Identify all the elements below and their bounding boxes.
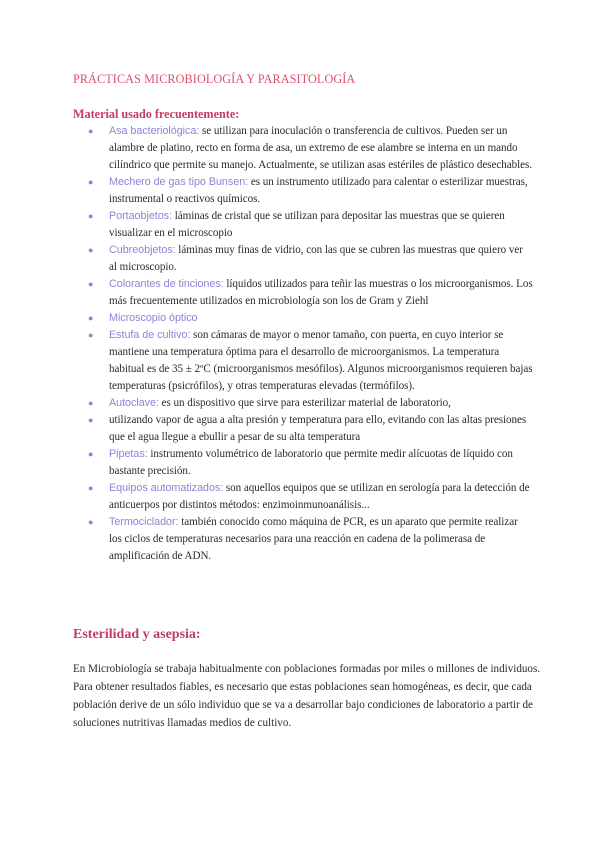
bullet-icon: ●: [88, 415, 94, 425]
bullet-icon: ●: [88, 449, 94, 459]
bullet-icon: ●: [88, 177, 94, 187]
item-text: también conocido como máquina de PCR, es un aparato que permite realizar los ciclos de temperaturas necesarios para una reacción en cadena de la polimerasa de amplificación de ADN.: [109, 516, 518, 562]
bullet-icon: ●: [88, 313, 94, 323]
item-text: láminas muy finas de vidrio, con las que se cubren las muestras que quiero ver al microscopio.: [109, 244, 523, 273]
list-item: [73, 412, 533, 446]
bullet-icon: ●: [88, 279, 94, 289]
item-text: utilizando vapor de agua a alta presión y temperatura para ello, evitando con las altas presiones que el agua llegue a ebullir a pesar de su alta temperatura: [109, 414, 527, 443]
item-term: Colorantes de tinciones:: [109, 278, 224, 290]
item-term: Termociclador:: [109, 516, 179, 528]
list-item: [73, 310, 533, 327]
bullet-icon: ●: [88, 517, 94, 527]
item-text: láminas de cristal que se utilizan para depositar las muestras que se quieren visualizar en el microscopio: [109, 210, 505, 239]
list-item: [73, 480, 533, 514]
section-heading-esterilidad: Esterilidad y asepsia:: [73, 627, 201, 642]
list-item: [73, 446, 533, 480]
item-term: Pipetas:: [109, 448, 148, 460]
list-item: [73, 123, 533, 174]
item-term: Estufa de cultivo:: [109, 329, 191, 341]
item-term: Equipos automatizados:: [109, 482, 224, 494]
list-item: [73, 327, 533, 395]
paragraph: Para obtener resultados fiables, es necesario que estas poblaciones sean homogéneas, es decir, que cada población derive de un sólo individuo que se va a desarrollar bajo condiciones de laboratorio a partir de soluciones nutritivas llamadas medios de cultivo.: [73, 681, 533, 729]
item-term: Portaobjetos:: [109, 210, 172, 222]
item-term: Cubreobjetos:: [109, 244, 176, 256]
item-term: Autoclave:: [109, 397, 159, 409]
material-list: [73, 123, 533, 565]
list-item: [73, 395, 533, 412]
list-item: [73, 276, 533, 310]
list-item: [73, 174, 533, 208]
page-title: PRÁCTICAS MICROBIOLOGÍA Y PARASITOLOGÍA: [73, 72, 356, 86]
bullet-icon: ●: [88, 330, 94, 340]
item-text: son aquellos equipos que se utilizan en serología para la detección de anticuerpos por distintos métodos: enzimoinmunoanálisis...: [109, 482, 530, 511]
item-text: es un instrumento utilizado para calentar o esterilizar muestras, instrumental o reactivos químicos.: [109, 176, 528, 205]
bullet-icon: ●: [88, 245, 94, 255]
item-term: Microscopio óptico: [109, 312, 198, 324]
item-text: líquidos utilizados para teñir las muestras o los microorganismos. Los más frecuentemente utilizados en microbiología son los de Gram y Ziehl: [109, 278, 533, 307]
paragraph: En Microbiología se trabaja habitualmente con poblaciones formadas por miles o millones de individuos.: [73, 663, 541, 675]
bullet-icon: ●: [88, 211, 94, 221]
list-item: [73, 242, 533, 276]
bullet-icon: ●: [88, 126, 94, 136]
item-text: instrumento volumétrico de laboratorio que permite medir alícuotas de líquido con bastante precisión.: [109, 448, 513, 477]
list-item: [73, 208, 533, 242]
section-heading-material: Material usado frecuentemente:: [73, 107, 240, 121]
item-term: Asa bacteriológica:: [109, 125, 200, 137]
item-text: es un dispositivo que sirve para esterilizar material de laboratorio,: [158, 397, 451, 409]
item-term: Mechero de gas tipo Bunsen:: [109, 176, 249, 188]
bullet-icon: ●: [88, 398, 94, 408]
item-text: se utilizan para inoculación o transferencia de cultivos. Pueden ser un alambre de platino, recto en forma de asa, un extremo de ese alambre se interna en un mando cilíndrico que permite su manejo. Actualmente, se utilizan asas estériles de plástico desechables.: [109, 125, 532, 171]
item-text: son cámaras de mayor o menor tamaño, con puerta, en cuyo interior se mantiene una temperatura óptima para el desarrollo de microorganismos. La temperatura habitual es de 35 ± 2ºC (microorganismos mesófilos). Algunos microorganismos requieren bajas temperaturas (psicrófilos), y otras temperaturas elevadas (termófilos).: [109, 329, 533, 392]
list-item: [73, 514, 533, 565]
esterilidad-body: [73, 660, 543, 732]
bullet-icon: ●: [88, 483, 94, 493]
